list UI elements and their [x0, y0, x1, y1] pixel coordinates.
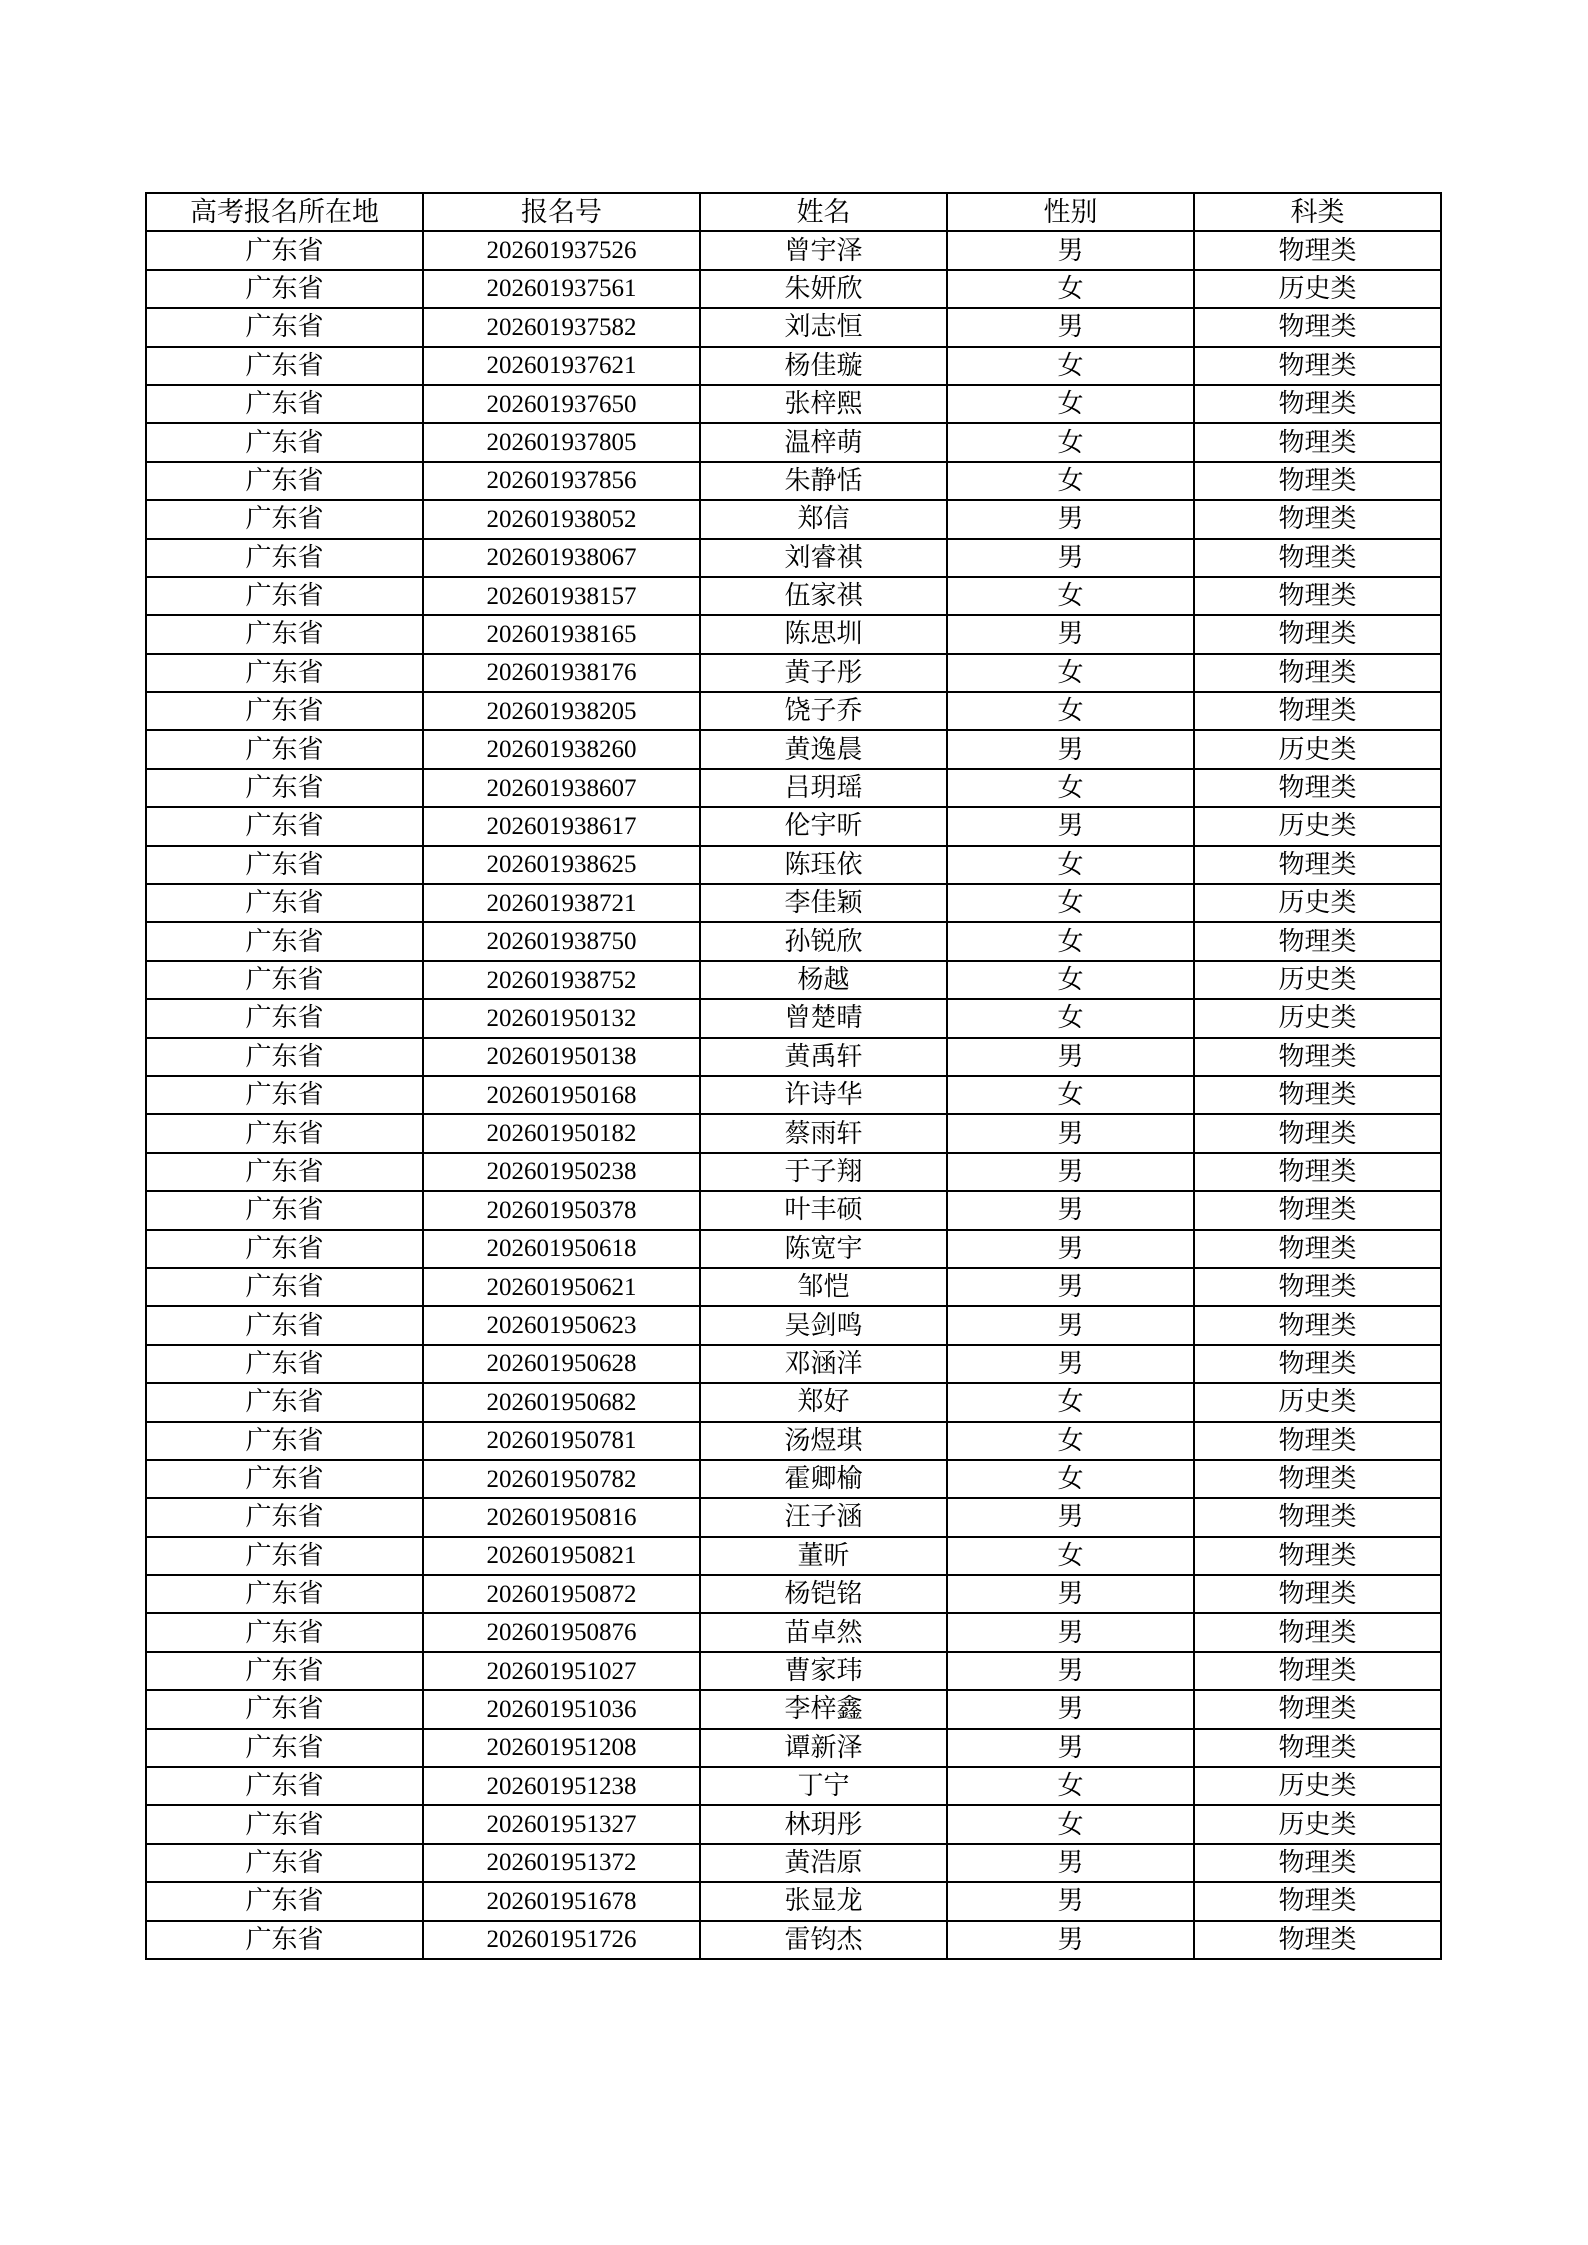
cell-gender: 女 — [947, 1383, 1194, 1421]
table-row — [146, 692, 1441, 730]
cell-gender: 女 — [947, 347, 1194, 385]
table-row — [146, 1613, 1441, 1651]
cell-location: 广东省 — [146, 884, 423, 922]
cell-subject-category: 历史类 — [1194, 1767, 1441, 1805]
cell-registration-number: 202601951327 — [423, 1805, 700, 1843]
cell-location: 广东省 — [146, 1038, 423, 1076]
cell-name: 伍家祺 — [700, 577, 947, 615]
cell-gender: 男 — [947, 1268, 1194, 1306]
table-header — [146, 193, 1441, 231]
table-row — [146, 308, 1441, 346]
cell-location: 广东省 — [146, 1921, 423, 1959]
cell-registration-number: 202601950872 — [423, 1575, 700, 1613]
cell-name: 黄逸晨 — [700, 730, 947, 768]
cell-gender: 女 — [947, 462, 1194, 500]
cell-name: 杨铠铭 — [700, 1575, 947, 1613]
cell-name: 伦宇昕 — [700, 807, 947, 845]
cell-subject-category: 物理类 — [1194, 922, 1441, 960]
cell-gender: 女 — [947, 423, 1194, 461]
cell-gender: 女 — [947, 692, 1194, 730]
cell-gender: 女 — [947, 385, 1194, 423]
cell-name: 董昕 — [700, 1537, 947, 1575]
cell-gender: 男 — [947, 1345, 1194, 1383]
cell-subject-category: 历史类 — [1194, 884, 1441, 922]
cell-name: 曾楚晴 — [700, 999, 947, 1037]
cell-location: 广东省 — [146, 1422, 423, 1460]
cell-location: 广东省 — [146, 1498, 423, 1536]
table-row — [146, 1921, 1441, 1959]
cell-location: 广东省 — [146, 922, 423, 960]
cell-subject-category: 物理类 — [1194, 1306, 1441, 1344]
header-subject-category: 科类 — [1194, 193, 1441, 231]
cell-name: 苗卓然 — [700, 1613, 947, 1651]
header-location: 高考报名所在地 — [146, 193, 423, 231]
cell-gender: 男 — [947, 1230, 1194, 1268]
cell-gender: 男 — [947, 807, 1194, 845]
cell-location: 广东省 — [146, 1076, 423, 1114]
cell-gender: 男 — [947, 308, 1194, 346]
cell-registration-number: 202601950682 — [423, 1383, 700, 1421]
cell-subject-category: 物理类 — [1194, 1191, 1441, 1229]
cell-subject-category: 物理类 — [1194, 347, 1441, 385]
cell-name: 于子翔 — [700, 1153, 947, 1191]
cell-name: 谭新泽 — [700, 1729, 947, 1767]
cell-name: 杨越 — [700, 961, 947, 999]
table-row — [146, 1153, 1441, 1191]
cell-name: 温梓萌 — [700, 423, 947, 461]
cell-subject-category: 物理类 — [1194, 1729, 1441, 1767]
cell-location: 广东省 — [146, 231, 423, 269]
cell-name: 朱静恬 — [700, 462, 947, 500]
cell-subject-category: 物理类 — [1194, 1652, 1441, 1690]
cell-registration-number: 202601951238 — [423, 1767, 700, 1805]
cell-location: 广东省 — [146, 1191, 423, 1229]
cell-name: 许诗华 — [700, 1076, 947, 1114]
cell-location: 广东省 — [146, 1613, 423, 1651]
cell-gender: 男 — [947, 1306, 1194, 1344]
cell-gender: 女 — [947, 577, 1194, 615]
table-row — [146, 1537, 1441, 1575]
header-row — [146, 193, 1441, 231]
cell-gender: 男 — [947, 231, 1194, 269]
cell-location: 广东省 — [146, 654, 423, 692]
cell-name: 张梓熙 — [700, 385, 947, 423]
table-row — [146, 1191, 1441, 1229]
admission-roster-table — [145, 192, 1442, 1960]
cell-subject-category: 历史类 — [1194, 1383, 1441, 1421]
cell-name: 黄禹轩 — [700, 1038, 947, 1076]
cell-gender: 女 — [947, 961, 1194, 999]
cell-name: 蔡雨轩 — [700, 1114, 947, 1152]
cell-name: 郑好 — [700, 1383, 947, 1421]
cell-location: 广东省 — [146, 1345, 423, 1383]
cell-gender: 男 — [947, 1114, 1194, 1152]
cell-gender: 女 — [947, 270, 1194, 308]
cell-registration-number: 202601950621 — [423, 1268, 700, 1306]
cell-subject-category: 物理类 — [1194, 1038, 1441, 1076]
table-row — [146, 961, 1441, 999]
cell-gender: 女 — [947, 1805, 1194, 1843]
table-row — [146, 1652, 1441, 1690]
cell-gender: 男 — [947, 1575, 1194, 1613]
cell-location: 广东省 — [146, 807, 423, 845]
header-registration-number: 报名号 — [423, 193, 700, 231]
cell-subject-category: 物理类 — [1194, 308, 1441, 346]
cell-location: 广东省 — [146, 692, 423, 730]
cell-location: 广东省 — [146, 385, 423, 423]
cell-registration-number: 202601938052 — [423, 500, 700, 538]
table-row — [146, 1422, 1441, 1460]
cell-registration-number: 202601937621 — [423, 347, 700, 385]
table-row — [146, 654, 1441, 692]
cell-gender: 女 — [947, 654, 1194, 692]
table-row — [146, 1114, 1441, 1152]
cell-subject-category: 物理类 — [1194, 500, 1441, 538]
table-row — [146, 1690, 1441, 1728]
cell-name: 霍卿榆 — [700, 1460, 947, 1498]
table-row — [146, 1460, 1441, 1498]
cell-name: 黄子彤 — [700, 654, 947, 692]
cell-gender: 男 — [947, 1729, 1194, 1767]
cell-gender: 男 — [947, 1191, 1194, 1229]
cell-registration-number: 202601938752 — [423, 961, 700, 999]
cell-name: 林玥彤 — [700, 1805, 947, 1843]
cell-name: 杨佳璇 — [700, 347, 947, 385]
header-name: 姓名 — [700, 193, 947, 231]
table-row — [146, 1729, 1441, 1767]
cell-location: 广东省 — [146, 347, 423, 385]
cell-location: 广东省 — [146, 615, 423, 653]
table-row — [146, 385, 1441, 423]
cell-subject-category: 历史类 — [1194, 270, 1441, 308]
table-row — [146, 270, 1441, 308]
cell-registration-number: 202601937856 — [423, 462, 700, 500]
cell-subject-category: 物理类 — [1194, 577, 1441, 615]
cell-registration-number: 202601938625 — [423, 846, 700, 884]
cell-gender: 男 — [947, 1498, 1194, 1536]
cell-subject-category: 历史类 — [1194, 730, 1441, 768]
table-row — [146, 1306, 1441, 1344]
cell-gender: 男 — [947, 1844, 1194, 1882]
cell-registration-number: 202601950623 — [423, 1306, 700, 1344]
cell-subject-category: 物理类 — [1194, 654, 1441, 692]
table-row — [146, 769, 1441, 807]
cell-gender: 男 — [947, 1038, 1194, 1076]
table-row — [146, 615, 1441, 653]
cell-registration-number: 202601937805 — [423, 423, 700, 461]
cell-registration-number: 202601951678 — [423, 1882, 700, 1920]
cell-registration-number: 202601937650 — [423, 385, 700, 423]
cell-name: 李梓鑫 — [700, 1690, 947, 1728]
cell-registration-number: 202601950378 — [423, 1191, 700, 1229]
cell-registration-number: 202601938165 — [423, 615, 700, 653]
cell-name: 陈珏依 — [700, 846, 947, 884]
cell-subject-category: 物理类 — [1194, 1498, 1441, 1536]
cell-registration-number: 202601950618 — [423, 1230, 700, 1268]
cell-registration-number: 202601950876 — [423, 1613, 700, 1651]
cell-location: 广东省 — [146, 577, 423, 615]
cell-gender: 女 — [947, 846, 1194, 884]
table-row — [146, 1575, 1441, 1613]
table-row — [146, 1383, 1441, 1421]
cell-gender: 女 — [947, 1460, 1194, 1498]
cell-location: 广东省 — [146, 1729, 423, 1767]
table-row — [146, 1767, 1441, 1805]
cell-gender: 男 — [947, 1652, 1194, 1690]
cell-name: 刘志恒 — [700, 308, 947, 346]
cell-name: 张显龙 — [700, 1882, 947, 1920]
cell-location: 广东省 — [146, 1652, 423, 1690]
cell-location: 广东省 — [146, 961, 423, 999]
cell-subject-category: 物理类 — [1194, 1460, 1441, 1498]
cell-gender: 女 — [947, 999, 1194, 1037]
cell-subject-category: 物理类 — [1194, 462, 1441, 500]
table-row — [146, 1844, 1441, 1882]
cell-subject-category: 历史类 — [1194, 999, 1441, 1037]
cell-registration-number: 202601938750 — [423, 922, 700, 960]
cell-registration-number: 202601938205 — [423, 692, 700, 730]
table-row — [146, 922, 1441, 960]
cell-subject-category: 物理类 — [1194, 846, 1441, 884]
cell-name: 曾宇泽 — [700, 231, 947, 269]
cell-registration-number: 202601937561 — [423, 270, 700, 308]
cell-subject-category: 物理类 — [1194, 1153, 1441, 1191]
table-row — [146, 730, 1441, 768]
cell-location: 广东省 — [146, 1690, 423, 1728]
cell-location: 广东省 — [146, 1306, 423, 1344]
cell-location: 广东省 — [146, 999, 423, 1037]
cell-subject-category: 物理类 — [1194, 1613, 1441, 1651]
cell-name: 邓涵洋 — [700, 1345, 947, 1383]
cell-name: 雷钧杰 — [700, 1921, 947, 1959]
cell-gender: 男 — [947, 1882, 1194, 1920]
cell-name: 曹家玮 — [700, 1652, 947, 1690]
cell-location: 广东省 — [146, 1153, 423, 1191]
cell-location: 广东省 — [146, 730, 423, 768]
cell-location: 广东省 — [146, 1537, 423, 1575]
cell-location: 广东省 — [146, 1268, 423, 1306]
cell-name: 叶丰硕 — [700, 1191, 947, 1229]
cell-name: 邹恺 — [700, 1268, 947, 1306]
cell-subject-category: 物理类 — [1194, 1844, 1441, 1882]
cell-registration-number: 202601950816 — [423, 1498, 700, 1536]
cell-location: 广东省 — [146, 1805, 423, 1843]
cell-gender: 女 — [947, 884, 1194, 922]
cell-subject-category: 物理类 — [1194, 231, 1441, 269]
table-row — [146, 423, 1441, 461]
table-row — [146, 884, 1441, 922]
cell-name: 丁宁 — [700, 1767, 947, 1805]
cell-registration-number: 202601950628 — [423, 1345, 700, 1383]
cell-name: 黄浩原 — [700, 1844, 947, 1882]
cell-location: 广东省 — [146, 1460, 423, 1498]
cell-gender: 女 — [947, 1537, 1194, 1575]
cell-location: 广东省 — [146, 462, 423, 500]
cell-registration-number: 202601950238 — [423, 1153, 700, 1191]
cell-name: 汤煜琪 — [700, 1422, 947, 1460]
cell-registration-number: 202601951372 — [423, 1844, 700, 1882]
table-row — [146, 1805, 1441, 1843]
table-row — [146, 577, 1441, 615]
cell-name: 孙锐欣 — [700, 922, 947, 960]
cell-registration-number: 202601951027 — [423, 1652, 700, 1690]
cell-registration-number: 202601950782 — [423, 1460, 700, 1498]
cell-registration-number: 202601951208 — [423, 1729, 700, 1767]
cell-location: 广东省 — [146, 1383, 423, 1421]
cell-gender: 女 — [947, 1076, 1194, 1114]
cell-registration-number: 202601938176 — [423, 654, 700, 692]
cell-location: 广东省 — [146, 1767, 423, 1805]
cell-subject-category: 物理类 — [1194, 1076, 1441, 1114]
cell-location: 广东省 — [146, 1230, 423, 1268]
cell-subject-category: 历史类 — [1194, 1805, 1441, 1843]
cell-subject-category: 物理类 — [1194, 1690, 1441, 1728]
table-row — [146, 1498, 1441, 1536]
cell-registration-number: 202601951036 — [423, 1690, 700, 1728]
cell-gender: 男 — [947, 1690, 1194, 1728]
cell-gender: 男 — [947, 500, 1194, 538]
cell-location: 广东省 — [146, 1575, 423, 1613]
cell-subject-category: 物理类 — [1194, 385, 1441, 423]
cell-subject-category: 历史类 — [1194, 807, 1441, 845]
cell-registration-number: 202601950138 — [423, 1038, 700, 1076]
cell-location: 广东省 — [146, 1114, 423, 1152]
cell-registration-number: 202601950132 — [423, 999, 700, 1037]
cell-registration-number: 202601951726 — [423, 1921, 700, 1959]
cell-location: 广东省 — [146, 500, 423, 538]
cell-gender: 男 — [947, 1921, 1194, 1959]
cell-gender: 男 — [947, 615, 1194, 653]
cell-name: 刘睿祺 — [700, 539, 947, 577]
cell-gender: 女 — [947, 769, 1194, 807]
cell-subject-category: 物理类 — [1194, 1882, 1441, 1920]
table-row — [146, 231, 1441, 269]
cell-subject-category: 物理类 — [1194, 1268, 1441, 1306]
cell-location: 广东省 — [146, 270, 423, 308]
table-row — [146, 347, 1441, 385]
table-row — [146, 1882, 1441, 1920]
cell-gender: 女 — [947, 922, 1194, 960]
cell-subject-category: 物理类 — [1194, 692, 1441, 730]
table-row — [146, 1230, 1441, 1268]
cell-subject-category: 物理类 — [1194, 1537, 1441, 1575]
table-row — [146, 999, 1441, 1037]
cell-gender: 女 — [947, 1422, 1194, 1460]
table-row — [146, 1268, 1441, 1306]
cell-name: 陈宽宇 — [700, 1230, 947, 1268]
cell-location: 广东省 — [146, 539, 423, 577]
cell-location: 广东省 — [146, 769, 423, 807]
cell-name: 吴剑鸣 — [700, 1306, 947, 1344]
table-row — [146, 500, 1441, 538]
cell-registration-number: 202601950182 — [423, 1114, 700, 1152]
table-row — [146, 1038, 1441, 1076]
cell-subject-category: 物理类 — [1194, 1921, 1441, 1959]
cell-subject-category: 物理类 — [1194, 1345, 1441, 1383]
cell-name: 陈思圳 — [700, 615, 947, 653]
cell-registration-number: 202601937526 — [423, 231, 700, 269]
cell-location: 广东省 — [146, 1844, 423, 1882]
cell-name: 朱妍欣 — [700, 270, 947, 308]
table-row — [146, 807, 1441, 845]
cell-name: 郑信 — [700, 500, 947, 538]
table-row — [146, 1076, 1441, 1114]
cell-gender: 男 — [947, 1153, 1194, 1191]
cell-name: 李佳颖 — [700, 884, 947, 922]
cell-subject-category: 物理类 — [1194, 1230, 1441, 1268]
cell-registration-number: 202601938617 — [423, 807, 700, 845]
table-body — [146, 231, 1441, 1959]
cell-location: 广东省 — [146, 308, 423, 346]
table-row — [146, 846, 1441, 884]
cell-location: 广东省 — [146, 846, 423, 884]
cell-gender: 男 — [947, 1613, 1194, 1651]
cell-registration-number: 202601938721 — [423, 884, 700, 922]
cell-name: 饶子乔 — [700, 692, 947, 730]
cell-registration-number: 202601938260 — [423, 730, 700, 768]
cell-subject-category: 物理类 — [1194, 1422, 1441, 1460]
cell-subject-category: 物理类 — [1194, 423, 1441, 461]
cell-subject-category: 物理类 — [1194, 1575, 1441, 1613]
header-gender: 性别 — [947, 193, 1194, 231]
table-row — [146, 539, 1441, 577]
cell-registration-number: 202601950821 — [423, 1537, 700, 1575]
cell-subject-category: 物理类 — [1194, 769, 1441, 807]
cell-subject-category: 物理类 — [1194, 539, 1441, 577]
cell-gender: 女 — [947, 1767, 1194, 1805]
table-row — [146, 1345, 1441, 1383]
cell-name: 汪子涵 — [700, 1498, 947, 1536]
cell-subject-category: 物理类 — [1194, 615, 1441, 653]
cell-name: 吕玥瑶 — [700, 769, 947, 807]
cell-registration-number: 202601938607 — [423, 769, 700, 807]
cell-location: 广东省 — [146, 1882, 423, 1920]
cell-gender: 男 — [947, 539, 1194, 577]
cell-subject-category: 历史类 — [1194, 961, 1441, 999]
cell-registration-number: 202601950168 — [423, 1076, 700, 1114]
cell-registration-number: 202601937582 — [423, 308, 700, 346]
cell-registration-number: 202601950781 — [423, 1422, 700, 1460]
cell-location: 广东省 — [146, 423, 423, 461]
cell-subject-category: 物理类 — [1194, 1114, 1441, 1152]
cell-registration-number: 202601938067 — [423, 539, 700, 577]
cell-gender: 男 — [947, 730, 1194, 768]
cell-registration-number: 202601938157 — [423, 577, 700, 615]
table-row — [146, 462, 1441, 500]
